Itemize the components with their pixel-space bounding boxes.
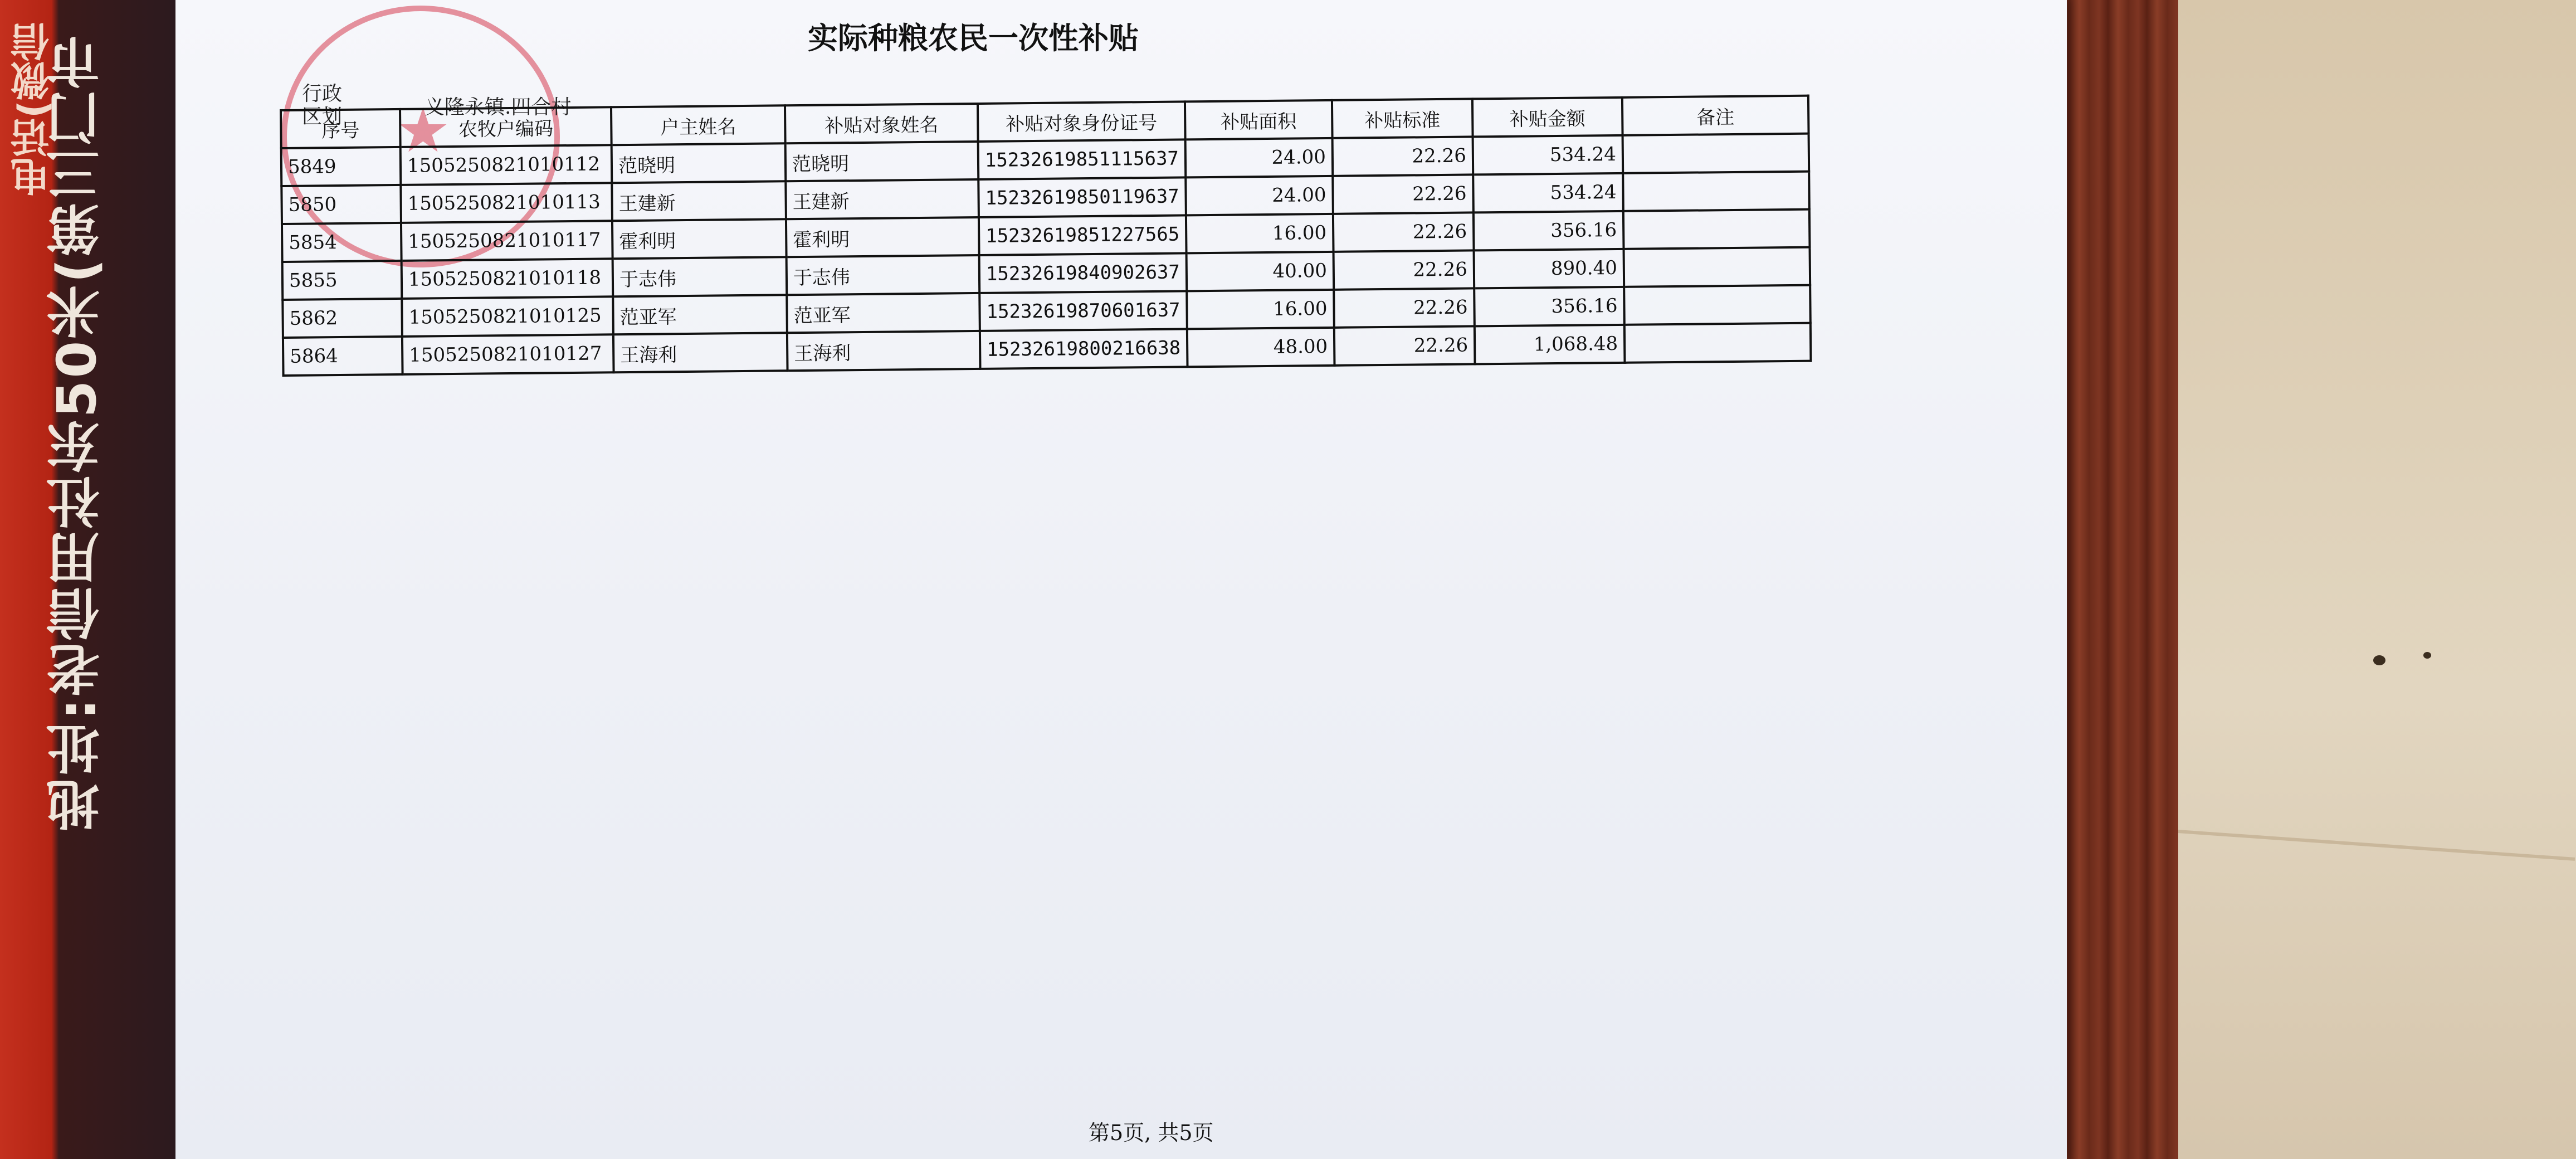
table-cell: 22.26 bbox=[1333, 212, 1474, 251]
table-cell: 于志伟 bbox=[613, 257, 787, 296]
table-cell: 范亚军 bbox=[613, 295, 787, 334]
table-cell: 1505250821010117 bbox=[401, 221, 613, 261]
table-cell: 5854 bbox=[282, 223, 402, 262]
table-cell: 范晓明 bbox=[786, 142, 979, 181]
floor-speck bbox=[2423, 652, 2431, 659]
table-cell: 1505250821010113 bbox=[401, 183, 612, 223]
column-header: 补贴对象姓名 bbox=[785, 104, 978, 143]
column-header: 补贴面积 bbox=[1185, 100, 1333, 140]
table-cell: 22.26 bbox=[1333, 174, 1474, 213]
table-cell: 5855 bbox=[282, 261, 402, 300]
floor-speck bbox=[2373, 655, 2385, 665]
table-cell: 5864 bbox=[283, 337, 403, 376]
column-header: 农牧户编码 bbox=[400, 107, 612, 147]
table-cell: 40.00 bbox=[1187, 252, 1334, 291]
table-cell: 48.00 bbox=[1187, 328, 1335, 367]
column-header: 户主姓名 bbox=[611, 105, 786, 145]
column-header: 备注 bbox=[1622, 96, 1809, 135]
page-footer: 第5页, 共5页 bbox=[1089, 1121, 1214, 1145]
table-cell: 15232619850119637 bbox=[978, 177, 1186, 217]
table-cell: 15232619800216638 bbox=[980, 329, 1188, 369]
background-banner bbox=[0, 0, 184, 1159]
table-cell: 王建新 bbox=[612, 181, 786, 221]
banner-phone-text: 电话(微信 bbox=[10, 22, 56, 196]
column-header: 补贴对象身份证号 bbox=[978, 101, 1185, 142]
table-cell: 22.26 bbox=[1334, 326, 1475, 365]
document-title: 实际种粮农民一次性补贴 bbox=[808, 20, 1139, 56]
table-cell bbox=[1623, 134, 1809, 173]
table-cell: 15232619851115637 bbox=[978, 139, 1186, 179]
table-cell: 16.00 bbox=[1186, 214, 1334, 254]
table-cell: 范亚军 bbox=[787, 293, 980, 333]
table-cell: 15232619840902637 bbox=[979, 253, 1187, 293]
star-icon: ★ bbox=[396, 95, 451, 166]
table-cell: 24.00 bbox=[1185, 138, 1333, 178]
table-cell: 1505250821010118 bbox=[402, 259, 613, 299]
subsidy-table bbox=[280, 95, 1812, 377]
table-cell: 15232619851227565 bbox=[979, 215, 1187, 255]
table-cell bbox=[1624, 323, 1811, 363]
table-cell bbox=[1623, 172, 1809, 211]
table-cell: 霍利明 bbox=[786, 217, 979, 257]
table-cell: 5862 bbox=[282, 299, 402, 338]
region-value: 义隆永镇.四合村 bbox=[425, 96, 572, 119]
table-cell: 5850 bbox=[281, 185, 401, 224]
banner-address-text: 地址:老信用社东50米(第三门市 bbox=[46, 33, 108, 831]
table-cell: 1505250821010112 bbox=[401, 145, 612, 185]
table-cell bbox=[1624, 285, 1811, 325]
column-header: 补贴金额 bbox=[1472, 98, 1623, 137]
table-cell: 王建新 bbox=[786, 179, 979, 219]
table-cell: 15232619870601637 bbox=[979, 291, 1187, 331]
table-cell: 1505250821010127 bbox=[402, 334, 614, 374]
table-cell: 范晓明 bbox=[612, 143, 786, 183]
table-cell: 1505250821010125 bbox=[402, 296, 613, 337]
table-cell bbox=[1624, 247, 1811, 287]
table-cell: 890.40 bbox=[1474, 249, 1624, 289]
table-cell: 24.00 bbox=[1185, 176, 1333, 216]
column-header: 序号 bbox=[281, 109, 401, 148]
table-cell: 霍利明 bbox=[612, 219, 787, 259]
table-cell: 22.26 bbox=[1334, 250, 1475, 289]
table-cell: 5849 bbox=[281, 147, 401, 186]
table-cell: 于志伟 bbox=[787, 255, 980, 295]
table-cell: 16.00 bbox=[1187, 290, 1334, 329]
table-cell bbox=[1623, 210, 1810, 249]
table-cell: 22.26 bbox=[1333, 137, 1474, 176]
region-label: 行政区划 bbox=[302, 82, 343, 129]
table-cell: 356.16 bbox=[1474, 287, 1624, 327]
table-cell: 王海利 bbox=[613, 333, 788, 372]
table-cell: 1,068.48 bbox=[1475, 325, 1625, 364]
table-cell: 22.26 bbox=[1334, 288, 1475, 327]
table-cell: 534.24 bbox=[1473, 135, 1623, 175]
column-header: 补贴标准 bbox=[1332, 99, 1473, 138]
table-cell: 356.16 bbox=[1474, 211, 1624, 251]
table-cell: 534.24 bbox=[1473, 173, 1623, 213]
table-cell: 王海利 bbox=[787, 331, 980, 371]
